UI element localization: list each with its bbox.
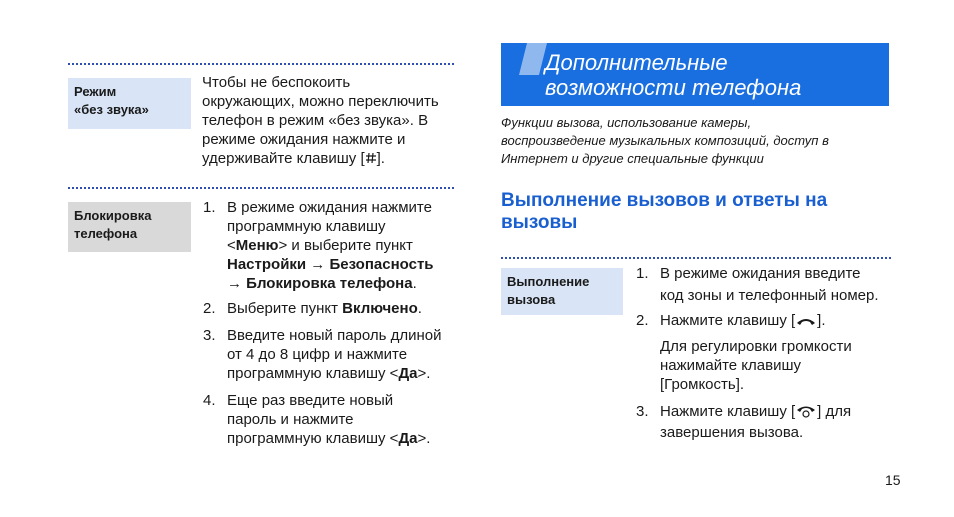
list-item: 2. Нажмите клавишу [ ]. Для регулировки громкости нажимайте клавишу [Громкость].: [636, 312, 852, 393]
banner-slash-decoration: [519, 43, 547, 75]
list-item: 1. В режиме ожидания введите код зоны и телефонный номер.: [636, 265, 879, 304]
list-item: 2. Выберите пункт Включено.: [203, 300, 422, 317]
list-item: 1. В режиме ожидания нажмите программную клавишу <Меню> и выберите пункт Настройки → Безопасность → Блокировка телефона.: [203, 199, 434, 292]
silent-mode-tag: Режим «без звука»: [68, 78, 191, 129]
divider-top-left: [68, 63, 454, 65]
chapter-banner: [501, 43, 889, 106]
list-item: 3. Нажмите клавишу [ ] для завершения вызова.: [636, 403, 852, 441]
divider-right: [501, 257, 891, 259]
phone-lock-steps: [203, 198, 463, 448]
list-item: 4. Еще раз введите новый пароль и нажмите программную клавишу <Да>.: [203, 392, 431, 447]
page-number: 15: [885, 472, 901, 488]
make-call-tag: Выполнение вызова: [501, 268, 623, 315]
hash-key-icon: [365, 151, 377, 170]
divider-middle-left: [68, 187, 454, 189]
list-item: 3. Введите новый пароль длиной от 4 до 8 цифр и нажмите программную клавишу <Да>.: [203, 327, 442, 382]
end-call-key-icon: [795, 404, 817, 423]
make-call-steps: [636, 264, 906, 442]
phone-lock-tag: Блокировка телефона: [68, 202, 191, 252]
chapter-title: Дополнительные возможности телефона: [545, 50, 802, 100]
silent-mode-text: Чтобы не беспокоить окружающих, можно переключить телефон в режим «без звука». В режиме ожидания нажмите и удерживайте клавишу [ ].: [202, 73, 462, 170]
section-heading: Выполнение вызовов и ответы на вызовы: [501, 190, 828, 233]
chapter-subtitle: Функции вызова, использование камеры, воспроизведение музыкальных композиций, доступ в Интернет и другие специальные функции: [501, 115, 829, 166]
call-key-icon: [795, 313, 817, 332]
